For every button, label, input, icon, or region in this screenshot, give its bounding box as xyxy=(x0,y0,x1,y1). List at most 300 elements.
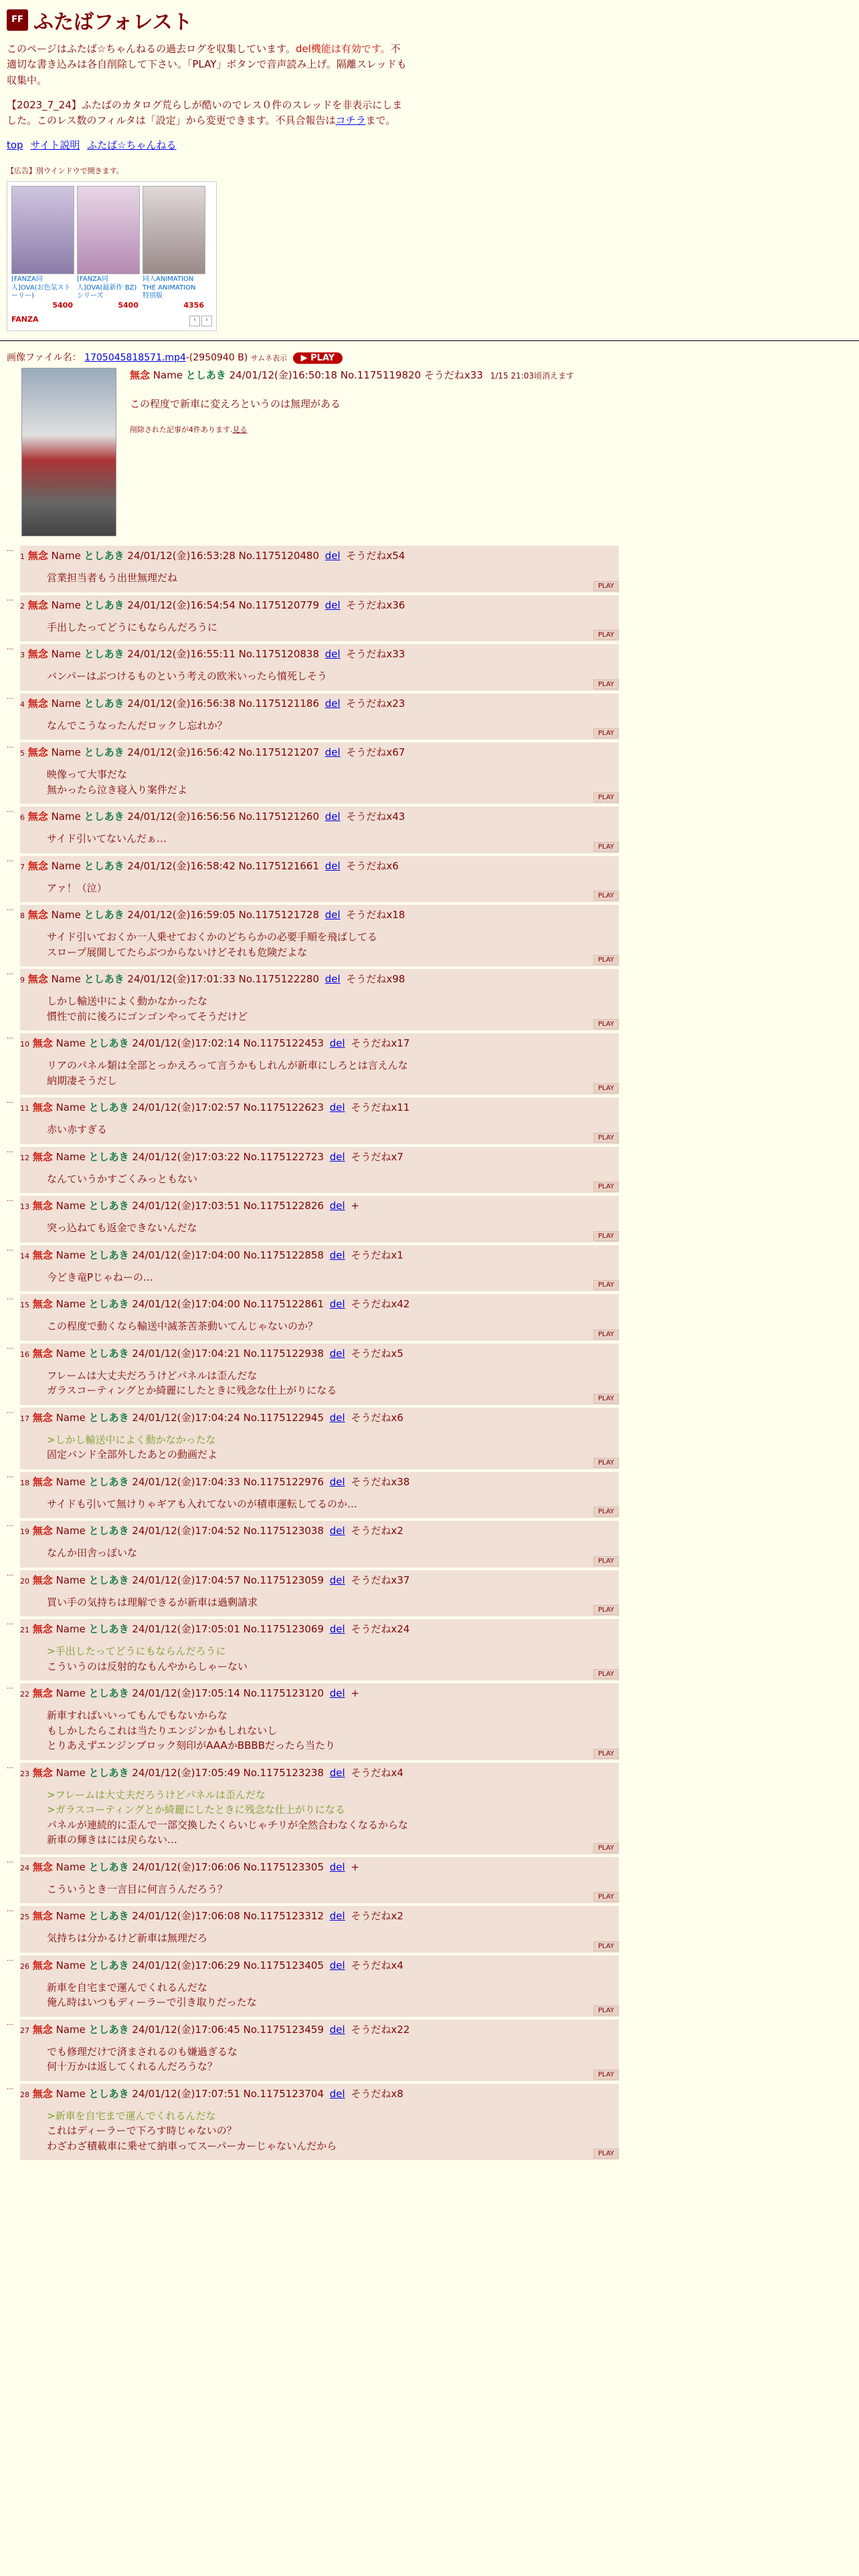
link-futaba[interactable]: ふたば☆ちゃんねる xyxy=(87,139,177,152)
reply-post xyxy=(20,742,619,804)
reply-play-button[interactable]: PLAY xyxy=(593,581,619,591)
reply-no[interactable]: No.1175122826 xyxy=(243,1200,324,1212)
reply-line: サイド引いてないんだぁ… xyxy=(47,833,167,845)
reply-line: アァ！（泣） xyxy=(47,881,107,894)
op-play-button[interactable]: ▶ PLAY xyxy=(293,352,343,364)
reply-subject: 無念 xyxy=(32,1959,53,1971)
del-link[interactable]: del xyxy=(329,1298,345,1311)
reply-play-button[interactable]: PLAY xyxy=(593,630,619,640)
reply-play-button[interactable]: PLAY xyxy=(593,1941,619,1951)
reply-line: なんていうかすごくみっともない xyxy=(47,1172,198,1185)
reply-row xyxy=(7,1955,619,2017)
reply-name: としあき xyxy=(84,973,124,986)
reply-no[interactable]: No.1175122976 xyxy=(243,1475,324,1488)
reply-header xyxy=(20,647,619,661)
reply-play-button[interactable]: PLAY xyxy=(593,1133,619,1143)
deleted-note-text: 削除された記事が4件あります. xyxy=(130,425,233,435)
ad-title[interactable]: 同人ANIMATION THE ANIMATION 特別版 xyxy=(142,276,196,300)
reply-header xyxy=(20,1622,619,1636)
reply-body xyxy=(20,1424,619,1469)
reply-name: としあき xyxy=(84,648,124,661)
reply-dots: … xyxy=(7,1245,13,1253)
reply-name-label: Name xyxy=(56,1525,86,1537)
reply-index: 25 xyxy=(20,1913,29,1922)
del-link[interactable]: del xyxy=(329,1959,345,1971)
reply-row xyxy=(7,1097,619,1144)
reply-body xyxy=(20,1874,619,1904)
reply-body xyxy=(20,1050,619,1095)
reply-name: としあき xyxy=(88,1298,129,1311)
reply-line: 納期凄そうだし xyxy=(47,1074,118,1087)
reply-name: としあき xyxy=(84,599,124,611)
reply-play-button[interactable]: PLAY xyxy=(593,2006,619,2016)
reply-play-button[interactable]: PLAY xyxy=(593,1394,619,1404)
reply-dots: … xyxy=(7,1570,13,1578)
reply-soudane[interactable]: そうだねx4 xyxy=(351,1766,403,1779)
reply-line: 俺ん時はいつもディーラーで引き取りだったな xyxy=(47,1996,257,2009)
reply-date: 24/01/12(金)17:03:51 xyxy=(132,1200,240,1212)
del-link[interactable]: del xyxy=(324,973,341,986)
reply-header xyxy=(20,1860,619,1874)
reply-no[interactable]: No.1175123459 xyxy=(243,2023,324,2036)
reply-no[interactable]: No.1175122945 xyxy=(243,1411,324,1424)
reply-name-label: Name xyxy=(51,973,81,986)
reply-dots: … xyxy=(7,2019,13,2027)
reply-name-label: Name xyxy=(56,2023,86,2036)
site-header xyxy=(7,5,852,35)
site-logo[interactable]: FF xyxy=(7,9,28,31)
reply-play-button[interactable]: PLAY xyxy=(593,1892,619,1902)
reply-no[interactable]: No.1175123059 xyxy=(243,1574,324,1586)
reply-header xyxy=(20,696,619,710)
reply-name-label: Name xyxy=(56,1623,86,1636)
reply-name: としあき xyxy=(84,859,124,872)
reply-row xyxy=(7,1906,619,1953)
reply-subject: 無念 xyxy=(32,1411,53,1424)
reply-body xyxy=(20,562,619,593)
reply-subject: 無念 xyxy=(32,1347,53,1360)
reply-subject: 無念 xyxy=(27,550,48,562)
reply-date: 24/01/12(金)16:56:56 xyxy=(127,811,235,823)
reply-line: >新車を自宅まで運んでくれるんだな xyxy=(47,2109,216,2122)
reply-body xyxy=(20,1114,619,1144)
reply-no[interactable]: No.1175122938 xyxy=(243,1347,324,1360)
reply-play-button[interactable]: PLAY xyxy=(593,1182,619,1192)
reply-post xyxy=(20,595,619,642)
reply-row xyxy=(7,905,619,966)
reply-no[interactable]: No.1175122861 xyxy=(243,1298,324,1311)
reply-index: 19 xyxy=(20,1527,29,1537)
reply-header xyxy=(20,745,619,759)
reply-name: としあき xyxy=(88,1037,129,1050)
op-name-label: Name xyxy=(153,369,183,382)
reply-post xyxy=(20,1906,619,1953)
reply-soudane[interactable]: そうだねx42 xyxy=(351,1298,410,1311)
del-link[interactable]: del xyxy=(324,909,341,922)
del-link[interactable]: del xyxy=(329,1574,345,1586)
reply-body xyxy=(20,1700,619,1760)
reply-line: なんか田舎っぽいな xyxy=(47,1547,138,1560)
reply-line: わざわざ積載車に乗せて納車ってスーパーカーじゃないんだから xyxy=(47,2139,337,2152)
del-link[interactable]: del xyxy=(329,1249,345,1261)
reply-soudane[interactable]: そうだねx22 xyxy=(351,2023,410,2036)
reply-index: 1 xyxy=(20,552,25,562)
op-content xyxy=(130,368,574,536)
reply-row xyxy=(7,1763,619,1854)
del-link[interactable]: del xyxy=(324,648,341,661)
reply-name-label: Name xyxy=(56,1037,86,1050)
ad-brand[interactable]: FANZA xyxy=(11,315,39,324)
ad-item[interactable] xyxy=(142,186,204,310)
reply-index: 7 xyxy=(20,862,25,871)
reply-soudane[interactable]: そうだねx1 xyxy=(351,1249,403,1261)
divider xyxy=(0,340,859,341)
reply-dots: … xyxy=(7,807,13,815)
reply-index: 6 xyxy=(20,813,25,823)
reply-index: 15 xyxy=(20,1301,29,1310)
del-link[interactable]: del xyxy=(329,1910,345,1923)
reply-soudane[interactable]: そうだねx4 xyxy=(351,1959,403,1971)
reply-index: 10 xyxy=(20,1040,29,1049)
reply-dots: … xyxy=(7,2083,13,2091)
reply-date: 24/01/12(金)17:06:29 xyxy=(132,1959,240,1971)
reply-no[interactable]: No.1175123069 xyxy=(243,1623,324,1636)
ad-title[interactable]: [FANZA同人]OVA(最新作 BZ)シリーズ xyxy=(77,276,137,300)
reply-play-button[interactable]: PLAY xyxy=(593,891,619,901)
reply-header xyxy=(20,1475,619,1489)
reply-soudane[interactable]: そうだねx7 xyxy=(351,1150,403,1163)
reply-row xyxy=(7,1683,619,1760)
reply-play-button[interactable]: PLAY xyxy=(593,1083,619,1093)
reply-post xyxy=(20,1763,619,1854)
reply-play-button[interactable]: PLAY xyxy=(593,792,619,802)
reply-subject: 無念 xyxy=(32,2087,53,2100)
reply-soudane[interactable]: + xyxy=(351,1200,360,1212)
reply-soudane[interactable]: そうだねx43 xyxy=(346,811,405,823)
reply-soudane[interactable]: + xyxy=(351,1860,360,1873)
reply-line: >手出したってどうにもならんだろうに xyxy=(47,1645,226,1658)
nav-links xyxy=(7,138,852,152)
reply-name: としあき xyxy=(88,1200,129,1212)
op-soudane[interactable]: そうだねx33 xyxy=(424,369,483,382)
reply-body xyxy=(20,1923,619,1953)
reply-post xyxy=(20,1097,619,1144)
reply-no[interactable]: No.1175121661 xyxy=(238,859,319,872)
reply-no[interactable]: No.1175120779 xyxy=(238,599,319,611)
reply-play-button[interactable]: PLAY xyxy=(593,1280,619,1290)
reply-line: フレームは大丈夫だろうけどパネルは歪んだな xyxy=(47,1369,258,1382)
video-thumbnail[interactable] xyxy=(21,368,116,536)
reply-play-button[interactable]: PLAY xyxy=(593,2070,619,2080)
reply-subject: 無念 xyxy=(32,1525,53,1537)
intro-text-a: このページはふたば☆ちゃんねるの過去ログを収集しています。 xyxy=(7,43,296,55)
link-top[interactable]: top xyxy=(7,139,23,152)
reply-name: としあき xyxy=(88,1525,129,1537)
reply-play-button[interactable]: PLAY xyxy=(593,2149,619,2159)
reply-no[interactable]: No.1175122453 xyxy=(243,1037,324,1050)
reply-body xyxy=(20,1972,619,2017)
del-link[interactable]: del xyxy=(329,2087,345,2100)
reply-dots: … xyxy=(7,1146,13,1154)
del-link[interactable]: del xyxy=(329,1860,345,1873)
reply-header xyxy=(20,1036,619,1050)
reply-body xyxy=(20,1262,619,1292)
reply-row xyxy=(7,742,619,804)
reply-row xyxy=(7,856,619,903)
reply-soudane[interactable]: そうだねx37 xyxy=(351,1574,410,1586)
reply-name: としあき xyxy=(88,1574,129,1586)
reply-row xyxy=(7,1619,619,1681)
del-link[interactable]: del xyxy=(329,1766,345,1779)
reply-header xyxy=(20,1909,619,1923)
site-title[interactable]: ふたばフォレスト xyxy=(33,11,193,34)
del-link[interactable]: del xyxy=(329,1475,345,1488)
op-date: 24/01/12(金)16:50:18 xyxy=(229,369,338,382)
intro-update xyxy=(7,98,408,129)
reply-soudane[interactable]: そうだねx17 xyxy=(351,1037,410,1050)
reply-dots: … xyxy=(7,644,13,652)
reply-no[interactable]: No.1175123120 xyxy=(243,1687,324,1700)
reply-post xyxy=(20,693,619,740)
reply-name: としあき xyxy=(88,1249,129,1261)
reply-play-button[interactable]: PLAY xyxy=(593,1329,619,1339)
reply-post xyxy=(20,969,619,1031)
reply-no[interactable]: No.1175123312 xyxy=(243,1910,324,1923)
reply-date: 24/01/12(金)16:54:54 xyxy=(127,599,235,611)
link-site-info[interactable]: サイト説明 xyxy=(30,139,80,152)
reply-no[interactable]: No.1175122858 xyxy=(243,1249,324,1261)
reply-index: 12 xyxy=(20,1153,29,1162)
reply-header xyxy=(20,859,619,873)
reply-index: 24 xyxy=(20,1863,29,1872)
reply-no[interactable]: No.1175122280 xyxy=(238,973,319,986)
del-link[interactable]: del xyxy=(324,550,341,562)
reply-play-button[interactable]: PLAY xyxy=(593,842,619,852)
reply-subject: 無念 xyxy=(32,1200,53,1212)
reply-list xyxy=(7,546,619,2160)
reply-index: 20 xyxy=(20,1576,29,1586)
reply-index: 2 xyxy=(20,601,25,611)
report-link[interactable]: コチラ xyxy=(335,114,366,126)
reply-header xyxy=(20,1248,619,1262)
reply-subject: 無念 xyxy=(32,1766,53,1779)
reply-no[interactable]: No.1175123305 xyxy=(243,1860,324,1873)
del-link[interactable]: del xyxy=(329,1347,345,1360)
reply-play-button[interactable]: PLAY xyxy=(593,1605,619,1615)
del-link[interactable]: del xyxy=(329,1037,345,1050)
reply-date: 24/01/12(金)17:04:24 xyxy=(132,1411,240,1424)
del-link[interactable]: del xyxy=(329,1200,345,1212)
reply-subject: 無念 xyxy=(32,1150,53,1163)
reply-subject: 無念 xyxy=(32,1037,53,1050)
reply-name: としあき xyxy=(88,1411,129,1424)
reply-date: 24/01/12(金)16:56:42 xyxy=(127,746,235,759)
reply-subject: 無念 xyxy=(27,859,48,872)
ad-title[interactable]: [FANZA同人]OVA(お色気ストーリー) xyxy=(11,276,71,300)
op-play-label: PLAY xyxy=(310,353,335,364)
reply-name-label: Name xyxy=(51,599,81,611)
del-link[interactable]: del xyxy=(329,1623,345,1636)
reply-line: 買い手の気持ちは理解できるが新車は過剰請求 xyxy=(47,1596,258,1608)
reply-play-button[interactable]: PLAY xyxy=(593,1507,619,1517)
ad-price: 4356 xyxy=(183,301,204,310)
op-post xyxy=(21,368,852,536)
thumb-toggle[interactable]: サムネ表示 xyxy=(250,354,288,363)
reply-soudane[interactable]: そうだねx54 xyxy=(346,550,405,562)
reply-no[interactable]: No.1175121207 xyxy=(238,746,319,759)
reply-subject: 無念 xyxy=(32,1298,53,1311)
reply-line: >ガラスコーティングとか綺麗にしたときに残念な仕上がりになる xyxy=(47,1804,345,1816)
show-deleted-link[interactable]: 見る xyxy=(232,425,248,435)
reply-header xyxy=(20,1410,619,1424)
reply-index: 22 xyxy=(20,1690,29,1699)
reply-subject: 無念 xyxy=(32,1687,53,1700)
next-arrow-icon[interactable]: › xyxy=(201,316,212,326)
reply-index: 9 xyxy=(20,976,25,985)
reply-line: パネルが連続的に歪んで一部交換したくらいじゃチリが全然合わなくなるからな xyxy=(47,1818,409,1831)
file-link[interactable]: 1705045818571.mp4 xyxy=(84,352,186,364)
reply-play-button[interactable]: PLAY xyxy=(593,679,619,689)
reply-line: 突っ込ねても返金できないんだな xyxy=(47,1222,197,1235)
reply-soudane[interactable]: そうだねx67 xyxy=(346,746,405,759)
reply-soudane[interactable]: そうだねx6 xyxy=(351,1411,403,1424)
reply-body xyxy=(20,1311,619,1341)
reply-line: サイドも引いて無けりゃギアも入れてないのが積車運転してるのか… xyxy=(47,1497,357,1510)
del-link[interactable]: del xyxy=(329,1525,345,1537)
reply-no[interactable]: No.1175123238 xyxy=(243,1766,324,1779)
reply-soudane[interactable]: そうだねx24 xyxy=(351,1623,410,1636)
reply-body xyxy=(20,1780,619,1854)
reply-body xyxy=(20,1587,619,1617)
reply-play-button[interactable]: PLAY xyxy=(593,1458,619,1468)
del-link[interactable]: del xyxy=(324,746,341,759)
reply-play-button[interactable]: PLAY xyxy=(593,1556,619,1566)
del-link[interactable]: del xyxy=(324,811,341,823)
reply-index: 16 xyxy=(20,1350,29,1359)
reply-post xyxy=(20,1033,619,1095)
ad-image[interactable] xyxy=(142,186,205,274)
reply-soudane[interactable]: そうだねx98 xyxy=(346,973,405,986)
reply-soudane[interactable]: そうだねx38 xyxy=(351,1475,410,1488)
del-link[interactable]: del xyxy=(324,859,341,872)
prev-arrow-icon[interactable]: ‹ xyxy=(189,316,200,326)
reply-play-button[interactable]: PLAY xyxy=(593,1019,619,1029)
reply-body xyxy=(20,1489,619,1519)
reply-soudane[interactable]: そうだねx18 xyxy=(346,909,405,922)
reply-date: 24/01/12(金)17:04:52 xyxy=(132,1525,240,1537)
reply-soudane[interactable]: そうだねx6 xyxy=(346,859,399,872)
reply-no[interactable]: No.1175120838 xyxy=(238,648,319,661)
ad-image[interactable] xyxy=(77,186,140,274)
reply-line: >しかし輸送中によく動かなかったな xyxy=(47,1433,216,1446)
del-link[interactable]: del xyxy=(329,1687,345,1700)
reply-body xyxy=(20,1537,619,1568)
del-link[interactable]: del xyxy=(324,599,341,611)
reply-line: 無かったら泣き寝入り案件だよ xyxy=(47,783,188,796)
reply-soudane[interactable]: そうだねx5 xyxy=(351,1347,403,1360)
reply-body xyxy=(20,2036,619,2081)
reply-header xyxy=(20,1150,619,1164)
reply-name: としあき xyxy=(84,909,124,922)
reply-name: としあき xyxy=(88,2087,129,2100)
ad-item[interactable] xyxy=(11,186,73,310)
reply-play-button[interactable]: PLAY xyxy=(593,1749,619,1759)
reply-index: 28 xyxy=(20,2090,29,2099)
reply-header xyxy=(20,1765,619,1780)
reply-soudane[interactable]: + xyxy=(351,1687,360,1700)
reply-body xyxy=(20,823,619,853)
op-no[interactable]: No.1175119820 xyxy=(340,369,421,382)
reply-name-label: Name xyxy=(56,1411,86,1424)
reply-date: 24/01/12(金)17:02:14 xyxy=(132,1037,240,1050)
reply-soudane[interactable]: そうだねx11 xyxy=(351,1101,410,1114)
reply-name: としあき xyxy=(88,1150,129,1163)
reply-soudane[interactable]: そうだねx36 xyxy=(346,599,405,611)
del-link[interactable]: del xyxy=(329,1411,345,1424)
reply-name-label: Name xyxy=(51,746,81,759)
ad-image[interactable] xyxy=(11,186,74,274)
reply-no[interactable]: No.1175123405 xyxy=(243,1959,324,1971)
reply-dots: … xyxy=(7,1033,13,1041)
reply-play-button[interactable]: PLAY xyxy=(593,955,619,965)
reply-name-label: Name xyxy=(56,1298,86,1311)
ad-item[interactable] xyxy=(77,186,138,310)
reply-soudane[interactable]: そうだねx2 xyxy=(351,1525,403,1537)
reply-body xyxy=(20,873,619,903)
del-link[interactable]: del xyxy=(329,1150,345,1163)
reply-name: としあき xyxy=(88,1959,129,1971)
reply-play-button[interactable]: PLAY xyxy=(593,1843,619,1853)
reply-line: バンパーはぶつけるものという考えの欧米いったら憤死しそう xyxy=(47,670,327,683)
reply-date: 24/01/12(金)17:06:08 xyxy=(132,1910,240,1923)
del-link[interactable]: del xyxy=(324,697,341,710)
reply-line: サイド引いておくか一人乗せておくかのどちらかの必要手順を飛ばしてる xyxy=(47,931,377,944)
reply-soudane[interactable]: そうだねx2 xyxy=(351,1910,403,1923)
reply-play-button[interactable]: PLAY xyxy=(593,1231,619,1241)
reply-dots: … xyxy=(7,1683,13,1691)
reply-index: 11 xyxy=(20,1104,29,1113)
reply-no[interactable]: No.1175122723 xyxy=(243,1150,324,1163)
reply-line: >フレームは大丈夫だろうけどパネルは歪んだな xyxy=(47,1788,266,1801)
reply-no[interactable]: No.1175120480 xyxy=(238,550,319,562)
reply-no[interactable]: No.1175123704 xyxy=(243,2087,324,2100)
reply-no[interactable]: No.1175121186 xyxy=(238,697,319,710)
del-link[interactable]: del xyxy=(329,2023,345,2036)
reply-row xyxy=(7,1294,619,1341)
reply-play-button[interactable]: PLAY xyxy=(593,1669,619,1679)
reply-subject: 無念 xyxy=(32,1623,53,1636)
reply-no[interactable]: No.1175123038 xyxy=(243,1525,324,1537)
reply-name-label: Name xyxy=(51,648,81,661)
reply-name-label: Name xyxy=(56,1475,86,1488)
reply-no[interactable]: No.1175122623 xyxy=(243,1101,324,1114)
reply-soudane[interactable]: そうだねx23 xyxy=(346,697,405,710)
reply-line: 新車の輝きはには戻らない… xyxy=(47,1834,178,1846)
reply-play-button[interactable]: PLAY xyxy=(593,728,619,738)
reply-header xyxy=(20,1958,619,1972)
reply-name-label: Name xyxy=(56,1150,86,1163)
reply-dots: … xyxy=(7,1955,13,1963)
del-link[interactable]: del xyxy=(329,1101,345,1114)
ad-items xyxy=(11,186,212,310)
reply-no[interactable]: No.1175121260 xyxy=(238,811,319,823)
reply-soudane[interactable]: そうだねx8 xyxy=(351,2087,403,2100)
reply-index: 3 xyxy=(20,651,25,660)
reply-no[interactable]: No.1175121728 xyxy=(238,909,319,922)
reply-soudane[interactable]: そうだねx33 xyxy=(346,648,405,661)
reply-body xyxy=(20,986,619,1031)
reply-line: 新車を自宅まで運んでくれるんだな xyxy=(47,1981,208,1994)
